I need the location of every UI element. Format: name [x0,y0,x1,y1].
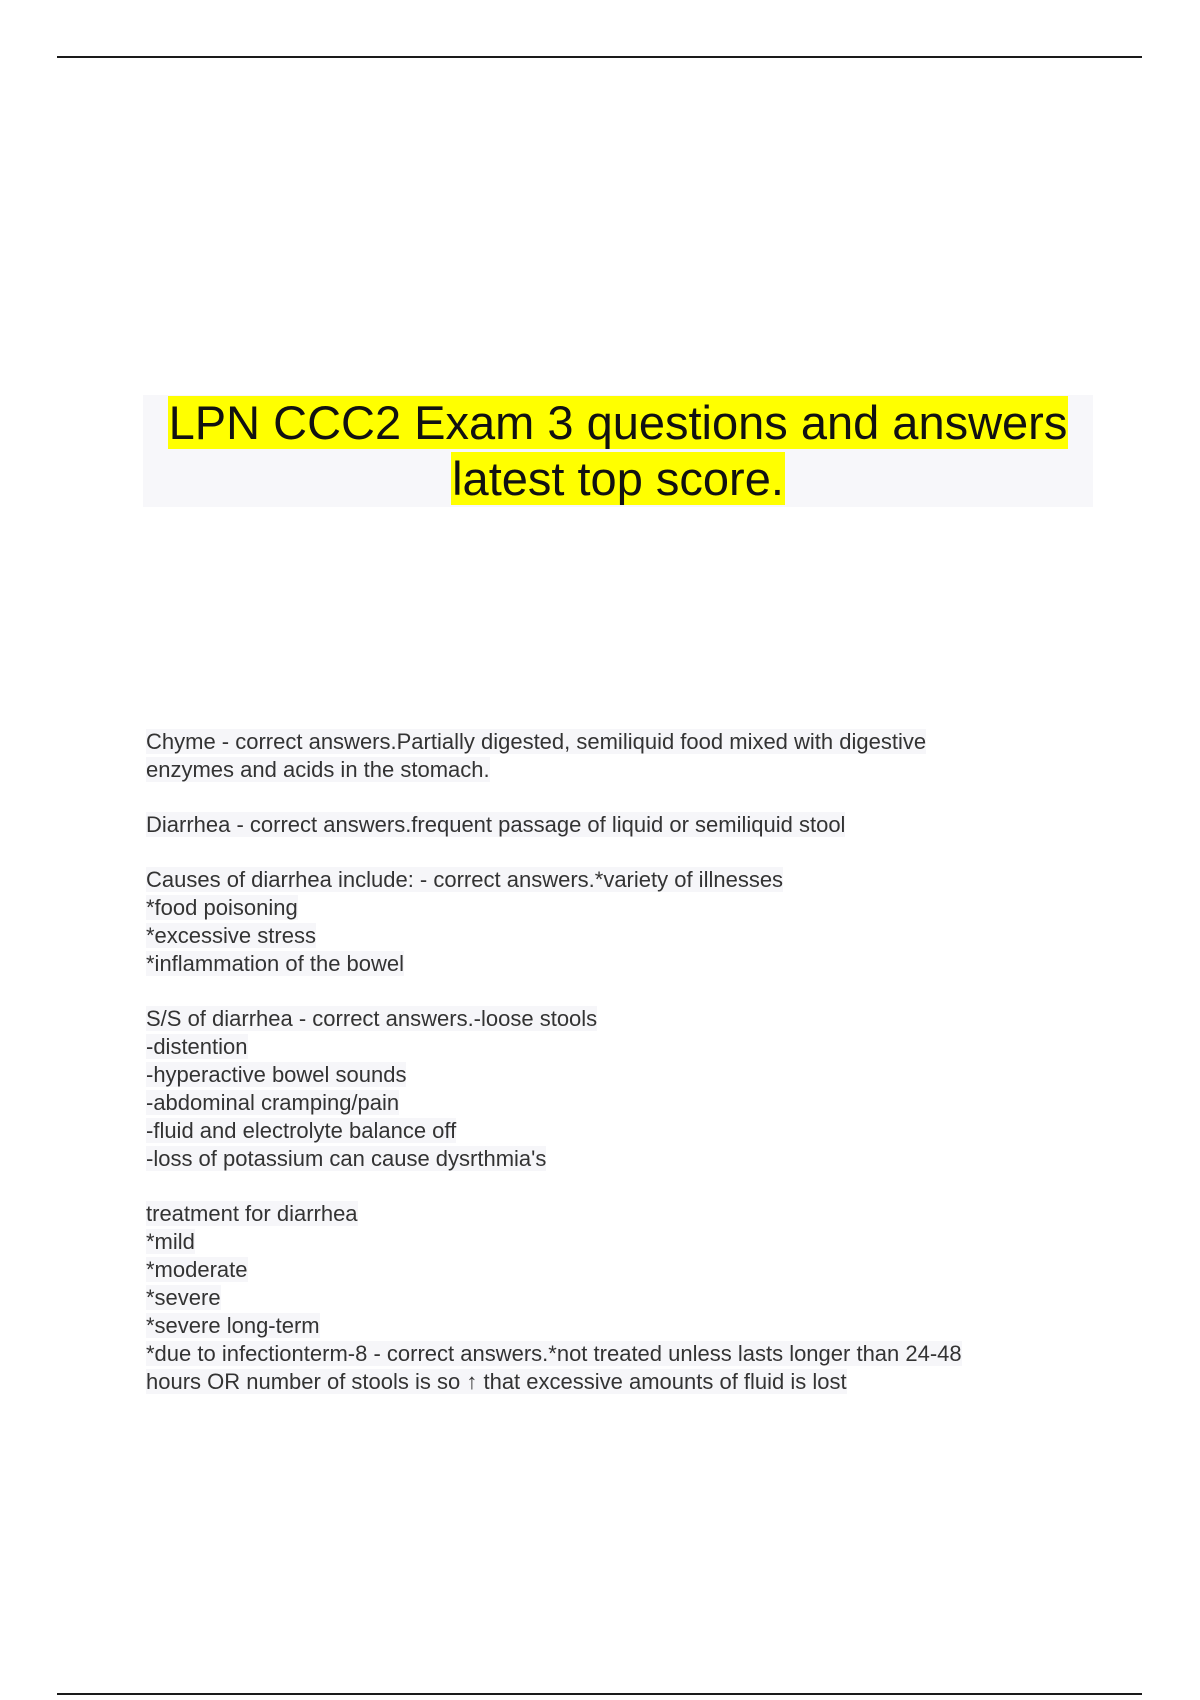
text-line [146,1005,1066,1033]
text-line [146,1340,1066,1368]
title-line-1-text: LPN CCC2 Exam 3 questions and answers [168,396,1068,449]
text-line [146,1256,1066,1284]
text-line [146,1368,1066,1396]
text-line-content: -fluid and electrolyte balance off [146,1118,457,1143]
text-line [146,866,1066,894]
qa-entry-chyme [146,728,1066,784]
text-line-content: *moderate [146,1257,248,1282]
text-line [146,1228,1066,1256]
text-line-content: *excessive stress [146,923,316,948]
text-line-content: *mild [146,1229,195,1254]
text-line [146,1145,1066,1173]
text-line [146,728,1066,756]
text-line [146,1061,1066,1089]
text-line-content: Chyme - correct answers.Partially digested, semiliquid food mixed with digestive [146,729,927,754]
qa-entry-treatment [146,1200,1066,1396]
text-line-content: *severe [146,1285,221,1310]
text-line-content: S/S of diarrhea - correct answers.-loose stools [146,1006,598,1031]
text-line-content: hours OR number of stools is so ↑ that excessive amounts of fluid is lost [146,1369,847,1394]
qa-content [146,728,1066,1423]
title-line-1 [143,395,1093,451]
text-line [146,1312,1066,1340]
text-line-content: Causes of diarrhea include: - correct answers.*variety of illnesses [146,867,784,892]
text-line-content: -hyperactive bowel sounds [146,1062,407,1087]
text-line-content: treatment for diarrhea [146,1201,358,1226]
text-line-content: *inflammation of the bowel [146,951,405,976]
qa-entry-causes [146,866,1066,978]
text-line-content: -abdominal cramping/pain [146,1090,400,1115]
text-line-content: Diarrhea - correct answers.frequent passage of liquid or semiliquid stool [146,812,846,837]
text-line-content: -distention [146,1034,248,1059]
document-title [143,395,1093,507]
text-line [146,1117,1066,1145]
text-line [146,950,1066,978]
text-line [146,1033,1066,1061]
top-rule [57,56,1142,58]
text-line [146,811,1066,839]
text-line [146,894,1066,922]
text-line [146,1089,1066,1117]
qa-entry-diarrhea [146,811,1066,839]
title-line-2-text: latest top score. [452,452,784,505]
text-line [146,922,1066,950]
text-line-content: -loss of potassium can cause dysrthmia's [146,1146,547,1171]
text-line [146,1200,1066,1228]
text-line-content: enzymes and acids in the stomach. [146,757,490,782]
bottom-rule [57,1693,1142,1695]
qa-entry-signs-symptoms [146,1005,1066,1173]
text-line-content: *food poisoning [146,895,298,920]
title-line-2 [143,451,1093,507]
text-line [146,1284,1066,1312]
text-line-content: *severe long-term [146,1313,320,1338]
text-line [146,756,1066,784]
text-line-content: *due to infectionterm-8 - correct answers.*not treated unless lasts longer than 24-48 [146,1341,962,1366]
